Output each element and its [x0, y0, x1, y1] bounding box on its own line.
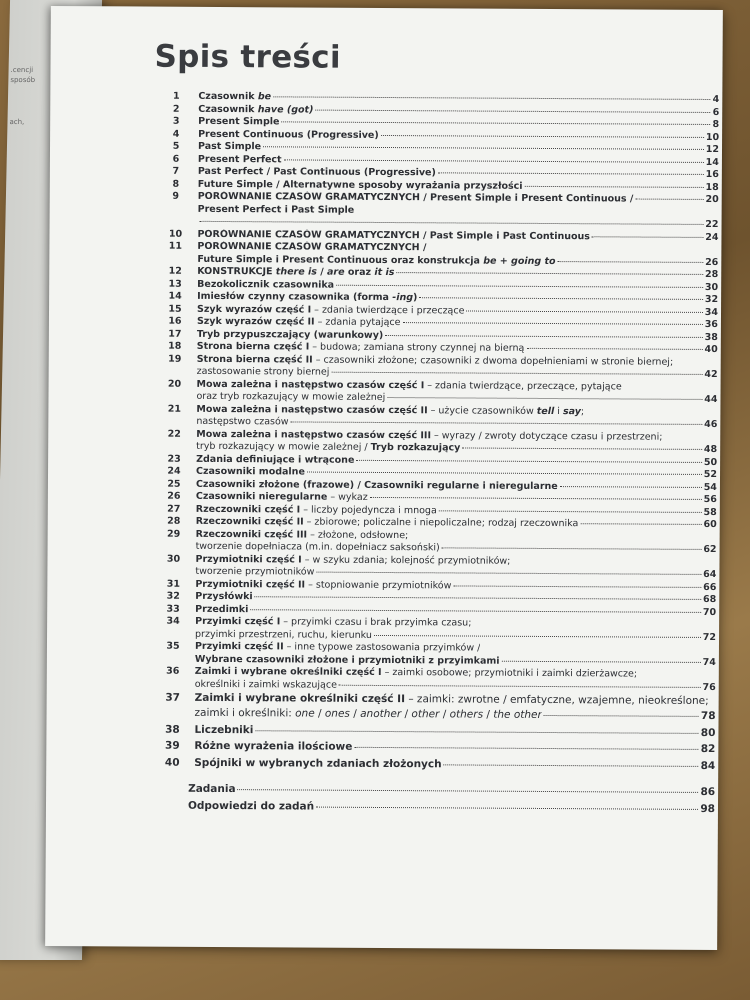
entry-number: 21	[167, 403, 182, 415]
entry-text-segment: tworzenie przymiotników	[195, 565, 315, 578]
entry-body	[194, 755, 715, 773]
toc-entry[interactable]	[150, 739, 715, 757]
page-number: 42	[704, 368, 718, 381]
entry-body	[195, 666, 716, 694]
dot-leader	[284, 159, 704, 163]
page-number: 48	[703, 443, 718, 456]
entry-text-segment: there is	[275, 266, 317, 278]
table-of-contents	[150, 91, 719, 818]
entry-text-segment: Czasowniki nieregularne	[195, 490, 328, 503]
entry-number: 13	[168, 278, 182, 290]
dot-leader	[635, 199, 703, 200]
entry-text-segment: Imiesłów czynny czasownika (forma	[197, 290, 393, 304]
dot-leader	[558, 261, 704, 263]
entry-number: 11	[168, 240, 183, 252]
toc-entry[interactable]	[151, 691, 716, 724]
dot-leader	[381, 134, 704, 137]
page-number: 62	[703, 543, 717, 556]
dot-leader	[385, 335, 702, 338]
entry-number: 26	[167, 490, 181, 502]
page-number: 38	[704, 331, 718, 343]
dot-leader	[255, 730, 698, 734]
entry-title	[197, 366, 330, 379]
entry-text-segment: Rzeczowniki część III	[195, 528, 308, 541]
entry-text-segment: – złożone, odsłowne;	[307, 529, 409, 541]
entry-title	[196, 391, 385, 405]
entry-number: 25	[167, 478, 181, 490]
entry-text-segment: – przyimki czasu i brak przyimka czasu;	[280, 616, 472, 629]
dot-leader	[370, 497, 702, 500]
page-number: 26	[705, 256, 719, 268]
entry-text-segment: – wykaz	[327, 491, 368, 503]
entry-text-segment: Czasownik	[198, 103, 258, 115]
entry-body	[195, 641, 716, 669]
entry-text-segment: /	[401, 708, 412, 721]
left-page-fragment: .cencji	[10, 66, 34, 74]
dot-leader	[439, 510, 702, 513]
entry-text-segment: – wyrazy / zwroty dotyczące czasu i przestrzeni;	[430, 429, 663, 443]
entry-body	[197, 353, 718, 381]
entry-text-segment: i	[554, 405, 563, 417]
entry-text-segment: Przyimki część I	[195, 615, 281, 628]
page-number: 76	[702, 681, 716, 693]
entry-text-segment: another	[360, 707, 402, 721]
page-number: 12	[705, 143, 720, 156]
entry-text-segment: – stopniowanie przymiotników	[305, 579, 452, 591]
page-number: 20	[705, 193, 719, 206]
entry-text-segment: ones	[324, 707, 350, 720]
page-number: 58	[703, 506, 717, 518]
page-number: 72	[702, 631, 717, 643]
entry-text-segment: /	[314, 707, 325, 720]
entry-text-segment: PORÓWNANIE CZASÓW GRAMATYCZNYCH	[197, 228, 420, 241]
entry-number	[150, 798, 188, 813]
dot-leader	[374, 634, 701, 637]
dot-leader	[238, 789, 699, 793]
dot-leader	[315, 109, 710, 112]
entry-text-segment: Present Perfect i Past Simple	[197, 203, 355, 216]
entry-number: 6	[172, 153, 180, 165]
page-number: 44	[704, 393, 718, 406]
page-number: 56	[703, 493, 717, 506]
entry-text-segment: Zaimki i wybrane określniki część I	[194, 665, 382, 678]
entry-title	[194, 755, 441, 772]
entry-title: Odpowiedzi do zadań	[187, 799, 315, 813]
entry-body	[195, 553, 716, 581]
page-number: 32	[704, 293, 719, 306]
dot-leader	[592, 236, 703, 238]
entry-number: 40	[164, 756, 180, 769]
entry-number: 33	[166, 603, 180, 615]
entry-number: 7	[172, 165, 180, 177]
dot-leader	[250, 609, 701, 613]
entry-text-segment: /	[316, 266, 328, 278]
entry-number: 20	[167, 378, 182, 390]
entry-text-segment: – budowa; zamiana strony czynnej na bierną	[309, 341, 525, 354]
entry-number: 24	[167, 465, 181, 477]
entry-body	[195, 691, 716, 724]
entry-number: 23	[167, 453, 181, 465]
entry-text-segment: Mowa zależna i następstwo czasów część I	[196, 378, 425, 391]
dot-leader	[354, 747, 698, 750]
entry-title	[198, 153, 282, 166]
entry-number	[150, 782, 188, 797]
entry-title	[195, 678, 337, 691]
entry-title	[196, 453, 354, 466]
page-number: 82	[700, 742, 716, 756]
entry-title	[196, 491, 368, 505]
toc-entry[interactable]	[151, 666, 716, 694]
page-number: 30	[704, 281, 719, 293]
entry-text-segment: określniki i zaimki wskazujące	[194, 678, 337, 691]
page-number: 78	[700, 709, 716, 723]
entry-text-segment: have (got)	[257, 103, 314, 116]
page-number: 70	[702, 606, 717, 618]
toc-entry[interactable]	[151, 616, 716, 644]
entry-number: 39	[165, 739, 180, 752]
entry-text-segment: Przyimki część II	[194, 640, 284, 653]
dot-leader	[444, 764, 699, 767]
dot-leader	[442, 547, 702, 550]
entry-body	[194, 722, 715, 740]
entry-number: 38	[165, 723, 180, 736]
page-number: 98	[700, 802, 716, 815]
page-number: 18	[705, 181, 719, 193]
dot-leader	[453, 585, 701, 588]
entry-text-segment: – użycie czasowników	[427, 404, 537, 417]
entry-number: 35	[166, 640, 180, 652]
entry-text-segment: tworzenie dopełniacza (m.in. dopełniacz saksoński)	[195, 540, 440, 554]
dot-leader	[307, 472, 702, 475]
entry-text-segment: Past Perfect / Past Continuous (Progressive)	[197, 165, 436, 179]
page-number: 8	[712, 119, 720, 131]
entry-text-segment: Zaimki i wybrane określniki część II	[194, 691, 406, 706]
entry-text-segment: Przysłówki	[195, 590, 253, 603]
page-number: 64	[703, 568, 717, 581]
toc-entry[interactable]	[153, 353, 718, 381]
entry-title	[197, 316, 401, 330]
toc-entry[interactable]	[154, 191, 719, 219]
toc-entry[interactable]	[150, 755, 715, 773]
entry-title	[195, 591, 253, 604]
entry-text-segment: it is	[374, 266, 395, 279]
entry-number: 34	[166, 615, 180, 627]
entry-text-segment: Future Simple i Present Continuous oraz konstrukcja	[197, 253, 484, 267]
page-number: 74	[702, 656, 716, 668]
entry-number: 27	[167, 503, 181, 515]
entry-title: Zadania	[188, 782, 236, 796]
entry-text-segment: Strona bierna część I	[196, 340, 310, 353]
entry-number: 9	[172, 190, 180, 202]
toc-entry[interactable]	[152, 378, 717, 406]
dot-leader	[336, 284, 703, 287]
entry-line	[194, 755, 715, 773]
entry-text-segment: the other	[493, 708, 542, 721]
entry-number: 10	[168, 228, 183, 240]
toc-entry[interactable]	[152, 528, 717, 556]
entry-title	[196, 416, 288, 429]
entry-text-segment: Present Simple	[198, 115, 280, 128]
dot-leader	[356, 459, 701, 462]
dot-leader	[438, 172, 704, 175]
entry-text-segment: Mowa zależna i następstwo czasów część II	[196, 403, 428, 416]
entry-body	[196, 403, 717, 431]
entry-number: 31	[166, 578, 180, 590]
entry-text-segment: Strona bierna część II	[196, 353, 313, 366]
entry-number: 1	[172, 90, 180, 102]
page-number: 6	[712, 106, 720, 118]
page-title: Spis treści	[154, 38, 341, 76]
dot-leader	[387, 397, 702, 400]
page-number: 68	[702, 593, 717, 606]
dot-leader	[560, 486, 702, 488]
dot-leader	[339, 684, 701, 687]
entry-text-segment: Present Continuous (Progressive)	[198, 128, 379, 141]
entry-title	[197, 278, 334, 291]
entry-number: 2	[172, 103, 180, 115]
entry-text-segment: ;	[580, 405, 585, 417]
entry-text-segment: – zaimki osobowe; przymiotniki i zaimki dzierżawcze;	[381, 666, 638, 680]
entry-number: 18	[168, 340, 182, 352]
entry-body	[188, 798, 715, 816]
entry-title	[195, 706, 542, 723]
entry-text-segment: Past Simple	[197, 140, 262, 153]
dot-leader	[419, 297, 702, 300]
entry-text-segment: tryb rozkazujący w mowie zależnej /	[196, 440, 371, 453]
entry-title	[196, 466, 305, 479]
entry-text-segment: be + going to	[483, 255, 556, 267]
entry-text-segment: – zaimki: zwrotne / emfatyczne, wzajemne, nieokreślone;	[404, 693, 709, 707]
entry-title	[198, 141, 261, 154]
dot-leader	[331, 372, 702, 375]
entry-text-segment: Future Simple / Alternatywne sposoby wyrażania przyszłości	[197, 178, 523, 192]
entry-text-segment: Różne wyrażenia ilościowe	[194, 739, 353, 753]
dot-leader	[502, 660, 701, 662]
entry-number: 15	[168, 303, 182, 315]
entry-number: 22	[167, 428, 181, 440]
page-number: 40	[704, 343, 718, 356]
page-number: 14	[705, 156, 719, 168]
entry-text-segment: Bezokolicznik czasownika	[197, 278, 335, 291]
entry-text-segment: Przedimki	[195, 603, 249, 615]
entry-text-segment: / Past Simple i Past Continuous	[419, 229, 590, 242]
entry-text-segment: oraz	[344, 266, 375, 278]
toc-entry[interactable]	[151, 553, 716, 581]
entry-text-segment: Przymiotniki część I	[195, 553, 302, 565]
dot-leader	[466, 310, 702, 312]
page-number: 86	[700, 785, 716, 799]
entry-line	[194, 722, 715, 740]
toc-entry[interactable]	[152, 428, 717, 456]
entry-text-segment: Spójniki w wybranych zdaniach złożonych	[194, 756, 442, 770]
entry-number: 28	[167, 515, 181, 527]
dot-leader	[525, 185, 704, 187]
left-page-fragment: ach,	[9, 118, 25, 126]
page-number: 46	[704, 418, 718, 431]
entry-text-segment: – zdania pytające	[314, 316, 401, 329]
entry-number: 17	[168, 328, 182, 340]
dot-leader	[255, 596, 701, 600]
entry-number: 3	[172, 115, 180, 127]
page-number: 16	[705, 168, 719, 181]
dot-leader	[580, 523, 701, 525]
entry-body	[196, 528, 717, 556]
page-number: 50	[703, 456, 718, 468]
entry-text-segment: one	[295, 707, 315, 720]
entry-body	[198, 191, 719, 219]
entry-text-segment: Czasownik	[198, 90, 258, 103]
page-number: 34	[704, 306, 719, 318]
entry-body	[196, 428, 717, 456]
entry-text-segment: PORÓWNANIE CZASÓW GRAMATYCZNYCH /	[197, 240, 427, 254]
dot-leader	[316, 806, 698, 809]
entry-number: 14	[168, 290, 182, 302]
entry-number: 5	[172, 140, 180, 152]
entry-title	[197, 266, 394, 280]
toc-entry[interactable]	[151, 641, 716, 669]
entry-number: 37	[165, 691, 181, 704]
toc-page	[45, 6, 723, 950]
dot-leader	[544, 715, 699, 717]
dot-leader	[200, 221, 704, 225]
entry-text-segment: others	[449, 708, 484, 721]
entry-body	[197, 241, 718, 269]
entry-text-segment: tell	[536, 405, 555, 417]
dot-leader	[462, 447, 702, 449]
page-number: 4	[712, 94, 720, 106]
entry-text-segment: zaimki i określniki:	[194, 706, 296, 720]
entry-number: 8	[172, 178, 180, 190]
page-number: 52	[703, 468, 718, 481]
dot-leader	[316, 572, 701, 575]
entry-text-segment: Rzeczowniki część II	[195, 515, 304, 528]
entry-body	[196, 378, 717, 406]
left-page-fragment: sposób	[10, 76, 36, 84]
entry-text-segment: – czasowniki złożone; czasowniki z dwoma dopełnieniami w stronie biernej;	[312, 354, 674, 368]
entry-text-segment: – zdania twierdzące, przeczące, pytające	[424, 379, 622, 392]
dot-leader	[526, 348, 702, 350]
page-number: 66	[703, 581, 717, 593]
entry-text-segment: – zdania twierdzące i przeczące	[311, 304, 465, 316]
dot-leader	[396, 272, 703, 275]
entry-text-segment: Tryb przypuszczający (warunkowy)	[196, 328, 384, 341]
entry-text-segment: Zdania definiujące i wtrącone	[196, 453, 355, 466]
entry-body	[188, 782, 715, 800]
entry-text-segment: say	[562, 405, 581, 417]
entry-title	[197, 328, 383, 342]
page-number: 24	[705, 231, 719, 243]
entry-body	[194, 739, 715, 757]
entry-text-segment: /	[439, 708, 450, 721]
entry-text-segment: other	[411, 708, 440, 721]
page-number: 22	[705, 218, 719, 231]
entry-text-segment: Wybrane czasowniki złożone i przymiotniki z przyimkami	[194, 653, 500, 667]
dot-leader	[263, 146, 704, 150]
entry-line	[195, 706, 716, 724]
entry-number: 36	[166, 665, 180, 677]
entry-title	[198, 91, 271, 104]
entry-number: 29	[166, 528, 181, 540]
entry-text-segment: – liczby pojedyncza i mnoga	[300, 503, 437, 516]
entry-title	[194, 722, 253, 737]
toc-back-matter-entry[interactable]	[150, 798, 715, 816]
entry-title	[198, 103, 313, 116]
entry-text-segment: Present Perfect	[197, 153, 282, 165]
entry-text-segment: are	[326, 266, 345, 278]
entry-text-segment: Liczebniki	[194, 723, 254, 736]
entry-number: 19	[168, 353, 182, 365]
page-number: 60	[703, 518, 717, 531]
entry-text-segment: /	[349, 707, 361, 720]
entry-text-segment: Mowa zależna i następstwo czasów część III	[196, 428, 432, 441]
entry-text-segment: KONSTRUKCJE	[197, 265, 276, 278]
entry-text-segment: PORÓWNANIE CZASÓW GRAMATYCZNYCH	[197, 190, 420, 204]
entry-text-segment: oraz tryb rozkazujący w mowie zależnej	[196, 390, 386, 404]
entry-text-segment: – zbiorowe; policzalne i niepoliczalne; rodzaj rzeczownika	[303, 516, 579, 530]
entry-text-segment: Rzeczowniki część I	[195, 503, 301, 515]
toc-entry[interactable]	[152, 403, 717, 431]
toc-entry[interactable]	[153, 241, 718, 269]
entry-number: 4	[172, 128, 180, 140]
entry-line	[194, 739, 715, 757]
entry-title	[195, 566, 314, 579]
entry-text-segment: Przymiotniki część II	[195, 578, 306, 591]
entry-text-segment: )	[413, 292, 418, 304]
entry-number: 16	[168, 315, 182, 327]
entry-text-segment: Czasowniki modalne	[196, 465, 305, 478]
entry-title	[194, 739, 352, 755]
toc-back-matter-entry[interactable]	[150, 782, 715, 800]
entry-title	[198, 203, 355, 216]
entry-title	[198, 116, 279, 129]
page-number: 54	[703, 481, 717, 493]
dot-leader	[281, 121, 710, 125]
page-number: 28	[704, 268, 719, 281]
toc-entry[interactable]	[150, 722, 715, 740]
page-number: 36	[704, 318, 718, 331]
page-number: 10	[705, 131, 720, 143]
entry-line	[188, 798, 715, 816]
entry-text-segment: zastosowanie strony biernej	[196, 365, 330, 378]
entry-text-segment: Tryb rozkazujący	[370, 441, 461, 454]
entry-text-segment: -ing	[392, 292, 414, 304]
entry-body	[195, 616, 716, 644]
dot-leader	[291, 421, 703, 425]
entry-text-segment: Szyk wyrazów część II	[196, 315, 315, 328]
entry-text-segment: – inne typowe zastosowania przyimków /	[283, 641, 481, 654]
entry-title	[195, 603, 248, 616]
entry-text-segment: – w szyku zdania; kolejność przymiotników;	[301, 553, 511, 567]
entry-number: 12	[168, 265, 182, 277]
dot-leader	[273, 96, 711, 100]
entry-line	[188, 782, 715, 800]
entry-text-segment: /	[483, 708, 494, 721]
entry-number: 30	[166, 553, 181, 565]
entry-text-segment: przyimki przestrzeni, ruchu, kierunku	[195, 628, 372, 641]
entry-text-segment: be	[257, 91, 272, 103]
entry-text-segment: Czasowniki złożone (frazowe) / Czasowniki regularne i nieregularne	[195, 478, 558, 492]
entry-title	[198, 128, 379, 142]
entry-number: 32	[166, 590, 180, 602]
page-number: 80	[700, 726, 716, 739]
entry-text-segment: / Present Simple i Present Continuous /	[419, 192, 634, 205]
dot-leader	[402, 322, 702, 325]
entry-title	[195, 628, 372, 642]
entry-text-segment: Szyk wyrazów część I	[196, 303, 312, 316]
entry-text-segment: następstwo czasów	[196, 415, 289, 428]
page-number: 84	[700, 759, 716, 772]
